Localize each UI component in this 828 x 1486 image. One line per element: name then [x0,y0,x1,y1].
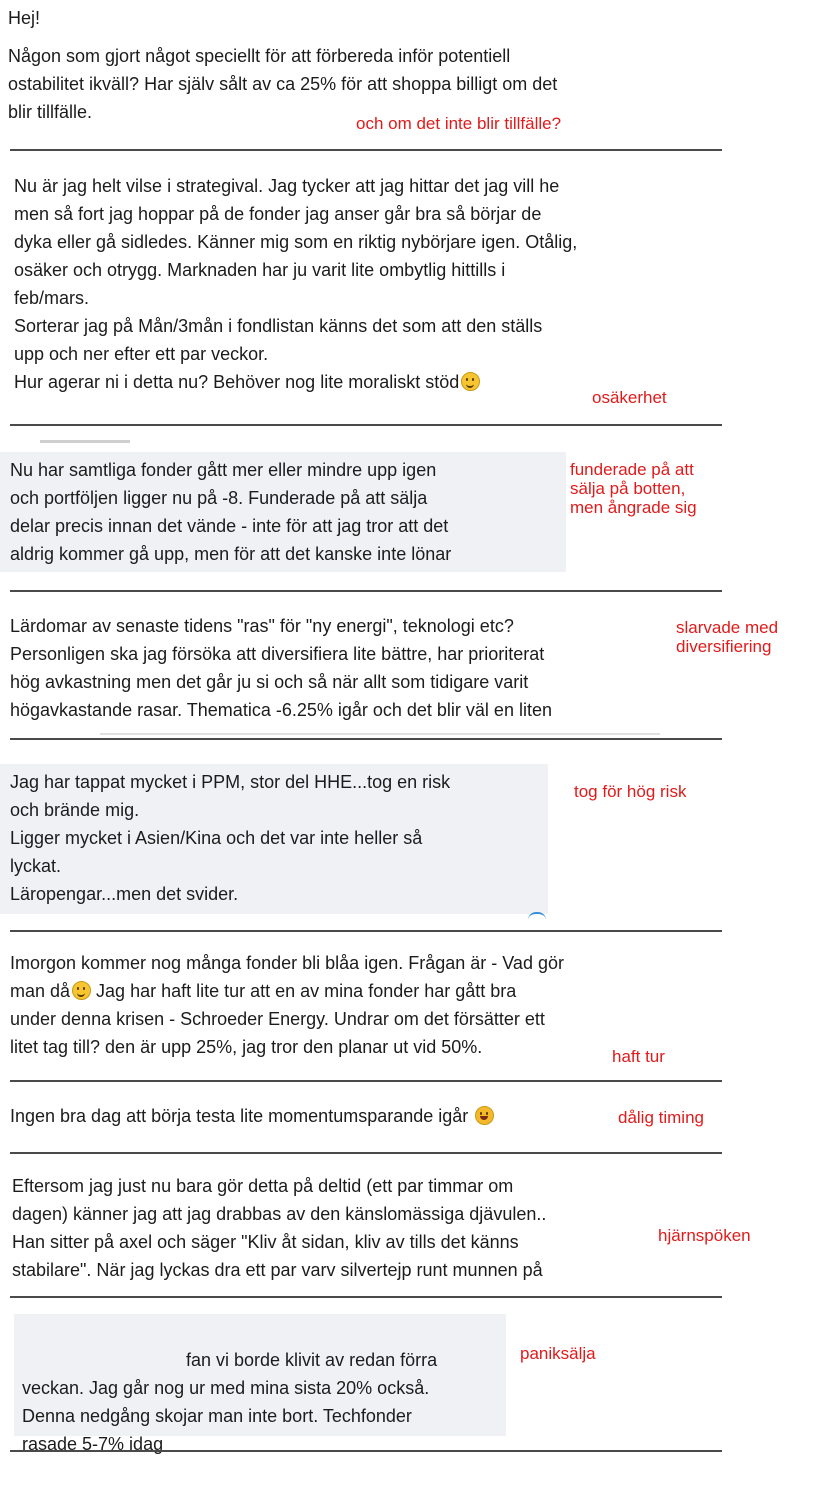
post-text [10,1102,630,1130]
post-text: Nu har samtliga fonder gått mer eller mindre upp igen och portföljen ligger nu på -8. Funderade på att sälja delar precis innan det vände - inte för att jag tror att det aldrig kommer gå upp, men för att det kanske inte lönar [0,452,566,572]
post-9 [0,1312,828,1454]
post-text [14,1314,506,1454]
divider [10,149,722,151]
post-text-part-a: Imorgon kommer nog många fonder bli blåa igen. Frågan är - Vad gör man då [10,953,564,1001]
post-1 [0,0,828,160]
divider [10,1152,722,1154]
post-8 [0,1168,828,1298]
laughing-face-emoji-icon [475,1106,494,1125]
clipped-text-fragment [40,440,130,443]
post-text: Någon som gjort något speciellt för att förbereda inför potentiell ostabilitet ikväll? Har själv sålt av ca 25% för att shoppa billigt om det blir tillfälle. [8,46,558,122]
post-7 [0,1098,828,1148]
annotation-note: slarvade med diversifiering [676,618,779,656]
divider [10,1080,722,1082]
annotation-note: osäkerhet [592,388,667,407]
post-2 [0,160,828,430]
post-text-part-b: Jag har haft lite tur att en av mina fonder har gått bra under denna krisen - Schroeder Energy. Undrar om det försätter ett litet tag till? den är upp 25%, jag tror den planar ut vid 50%. [10,981,545,1057]
annotation-note: tog för hög risk [574,782,687,801]
divider [10,1296,722,1298]
annotation-note: paniksälja [520,1344,596,1363]
post-6 [0,945,828,1075]
post-text: Jag har tappat mycket i PPM, stor del HHE...tog en risk och brände mig. Ligger mycket i Asien/Kina och det var inte heller så lyckat. Läropengar...men det svider. [0,764,548,914]
clipped-text-fragment [100,733,660,735]
post-4 [0,600,828,740]
annotation-note: funderade på att sälja på botten, men ångrade sig [570,460,697,517]
reaction-icon [528,912,546,920]
post-text: Lärdomar av senaste tidens "ras" för "ny energi", teknologi etc? Personligen ska jag försöka att diversifiera lite bättre, har prioriterat hög avkastning men det går ju si och så när allt som tidigare varit högavkastande rasar. Thematica -6.25% igår och det blir väl en liten [10,616,552,720]
smiling-face-emoji-icon [461,372,480,391]
post-text [14,172,724,396]
divider [10,738,722,740]
divider [10,424,722,426]
annotation-note: haft tur [612,1047,665,1066]
post-text [10,949,710,1061]
annotation-note: och om det inte blir tillfälle? [356,114,562,133]
divider [10,930,722,932]
annotation-note: hjärnspöken [658,1226,751,1245]
post-text: Eftersom jag just nu bara gör detta på deltid (ett par timmar om dagen) känner jag att jag drabbas av den känslomässiga djävulen.. Han sitter på axel och säger "Kliv åt sidan, kliv av tills det känns stabilare". När jag lyckas dra ett par varv silvertejp runt munnen på [12,1176,547,1280]
post-3 [0,448,828,588]
post-text-content: fan vi borde klivit av redan förra veckan. Jag går nog ur med mina sista 20% också. Denna nedgång skojar man inte bort. Techfonder rasade 5-7% idag [22,1350,438,1454]
divider [10,1450,722,1452]
smiling-face-emoji-icon [72,981,91,1000]
post-5 [0,758,828,918]
annotation-note: dålig timing [618,1108,704,1127]
post-greeting: Hej! [8,8,41,28]
divider [10,590,722,592]
post-text-content: Ingen bra dag att börja testa lite momentumsparande igår [10,1106,469,1126]
post-text-content: Nu är jag helt vilse i strategival. Jag tycker att jag hittar det jag vill he men så fort jag hoppar på de fonder jag anser går bra så börjar de dyka eller gå sidledes. Känner mig som en riktig nybörjare igen. Otålig, osäker och otrygg. Marknaden har ju varit lite ombytlig hittills i feb/mars. Sorterar jag på Mån/3mån i fondlistan känns det som att den ställs upp och ner efter ett par veckor. Hur agerar ni i detta nu? Behöver nog lite moraliskt stöd [14,176,578,392]
